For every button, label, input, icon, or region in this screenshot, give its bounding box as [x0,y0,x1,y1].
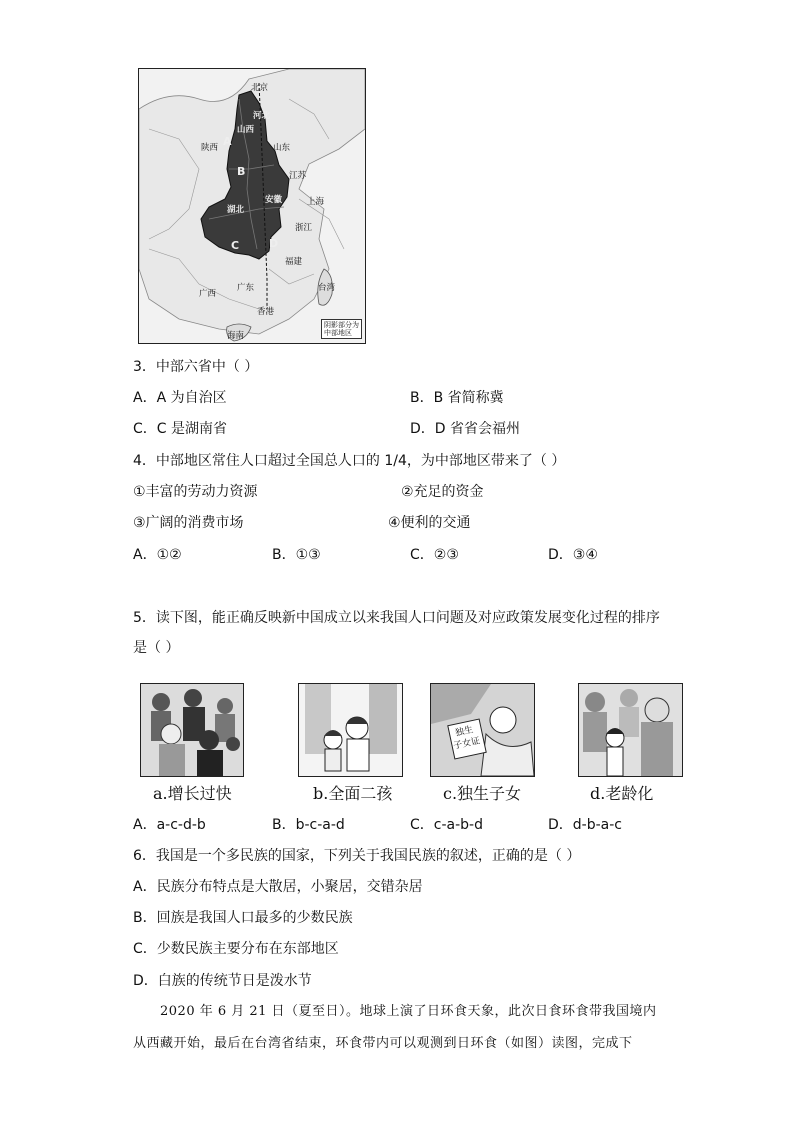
map-drawing [139,69,365,343]
q5-option-c[interactable]: C．c-a-b-d [410,817,483,833]
q5-stem-line-2: 是（ ） [133,640,180,656]
map-label-hubei: 湖北 [227,205,245,215]
q4-item-4: ④便利的交通 [388,515,471,531]
q3-option-c[interactable]: C．C 是湖南省 [133,421,228,437]
q4-option-d[interactable]: D．③④ [548,547,598,563]
family-illustration [299,684,402,776]
caption-d: d.老龄化 [590,784,654,803]
certificate-illustration [431,684,534,776]
q3-option-b[interactable]: B．B 省简称冀 [410,390,504,406]
picture-population-growth [140,683,244,777]
map-label-shandong: 山东 [273,143,291,153]
map-label-fujian: 福建 [285,257,303,267]
q4-item-2: ②充足的资金 [401,484,484,500]
picture-two-child-policy [298,683,403,777]
q3-stem: 3．中部六省中（ ） [133,359,259,375]
map-legend-line-1: 阴影部分为 [324,321,359,329]
map-label-shanxi: 山西 [237,125,255,135]
map-label-b: B [237,165,246,178]
map-label-a: A [223,135,232,148]
map-label-guangxi: 广西 [199,289,217,299]
q5-option-b[interactable]: B．b-c-a-d [272,817,345,833]
q6-option-b[interactable]: B．回族是我国人口最多的少数民族 [133,910,353,926]
caption-a: a.增长过快 [153,784,232,803]
q5-option-a[interactable]: A．a-c-d-b [133,817,206,833]
map-label-anhui: 安徽 [265,195,283,205]
map-label-guangdong: 广东 [237,283,255,293]
map-legend-line-2: 中部地区 [324,329,352,337]
map-legend [321,319,362,339]
q6-stem: 6．我国是一个多民族的国家，下列关于我国民族的叙述，正确的是（ ） [133,848,581,864]
picture-aging-population [578,683,683,777]
q4-item-1: ①丰富的劳动力资源 [133,484,258,500]
map-label-shanghai: 上海 [307,197,325,207]
caption-c: c.独生子女 [443,784,522,803]
certificate-text-2: 子女证 [452,736,482,752]
passage-line-2: 从西藏开始，最后在台湾省结束，环食带内可以观测到日环食（如图）读图，完成下 [133,1036,633,1051]
map-label-shaanxi: 陕西 [201,143,219,153]
picture-one-child-policy [430,683,535,777]
elderly-illustration [579,684,682,776]
caption-b: b.全面二孩 [313,784,393,803]
q4-option-b[interactable]: B．①③ [272,547,321,563]
map-label-c: C [231,239,240,252]
map-label-hainan: 海南 [227,331,245,341]
q4-option-a[interactable]: A．①② [133,547,182,563]
map-label-hebei: 河北 [253,111,271,121]
q4-stem: 4．中部地区常住人口超过全国总人口的 1/4，为中部地区带来了（ ） [133,453,566,469]
q6-option-d[interactable]: D．白族的传统节日是泼水节 [133,973,312,989]
map-label-d: D [269,237,279,250]
q5-option-d[interactable]: D．d-b-a-c [548,817,622,833]
q6-option-a[interactable]: A．民族分布特点是大散居，小聚居，交错杂居 [133,879,423,895]
map-label-taiwan: 台湾 [318,283,336,293]
passage-line-1: 2020 年 6 月 21 日（夏至日）。地球上演了日环食天象，此次日食环食带我国境内 [160,1004,657,1019]
q3-option-d[interactable]: D．D 省省会福州 [410,421,521,437]
q4-option-c[interactable]: C．②③ [410,547,459,563]
map-label-beijing: 北京 [251,83,269,93]
central-china-map [138,68,366,344]
certificate-text-1: 独生 [454,725,475,739]
map-label-zhejiang: 浙江 [295,223,313,233]
q3-option-a[interactable]: A．A 为自治区 [133,390,227,406]
map-label-hongkong: 香港 [257,307,275,317]
crowd-illustration [141,684,243,776]
q6-option-c[interactable]: C．少数民族主要分布在东部地区 [133,941,339,957]
map-label-jiangsu: 江苏 [289,171,307,181]
q4-item-3: ③广阔的消费市场 [133,515,244,531]
q5-stem-line-1: 5．读下图，能正确反映新中国成立以来我国人口问题及对应政策发展变化过程的排序 [133,610,660,626]
